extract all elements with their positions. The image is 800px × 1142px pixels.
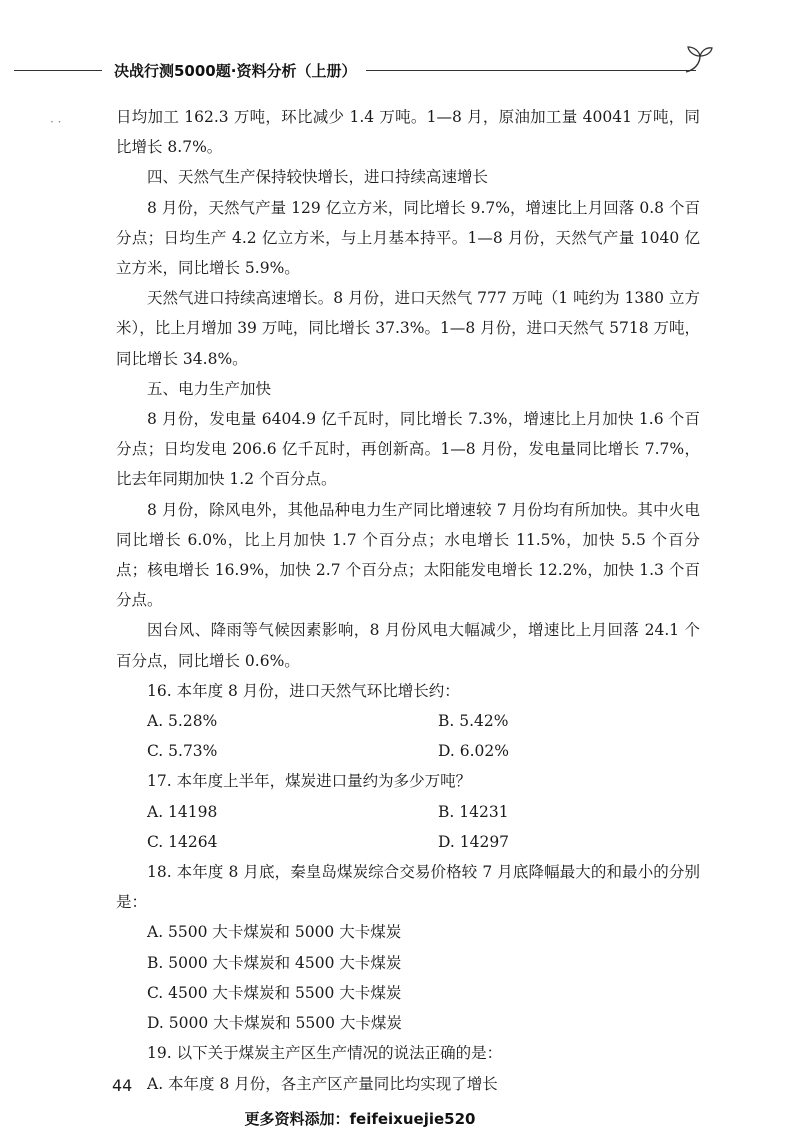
header-rule-right	[366, 70, 696, 71]
paragraph: 8 月份，天然气产量 129 亿立方米，同比增长 9.7%，增速比上月回落 0.8 个百分点；日均生产 4.2 亿立方米，与上月基本持平。1—8 月份，天然气产量 1040 亿立方米，同比增长 5.9%。	[116, 198, 700, 278]
option-a: A. 本年度 8 月份，各主产区产量同比均实现了增长	[147, 1074, 498, 1093]
question-stem: 18. 本年度 8 月底，秦皇岛煤炭综合交易价格较 7 月底降幅最大的和最小的分别是：	[116, 863, 700, 912]
option-a: A. 5500 大卡煤炭和 5000 大卡煤炭	[147, 923, 402, 942]
section-heading: 五、电力生产加快	[147, 379, 272, 398]
paragraph: 天然气进口持续高速增长。8 月份，进口天然气 777 万吨（1 吨约为 1380 立方米），比上月增加 39 万吨，同比增长 37.3%。1—8 月份，进口天然气 5718 万吨，同比增长 34.8%。	[116, 289, 700, 368]
page-number: 44	[112, 1076, 133, 1095]
question-stem: 19. 以下关于煤炭主产区生产情况的说法正确的是：	[147, 1044, 503, 1063]
option-b: B. 5000 大卡煤炭和 4500 大卡煤炭	[147, 953, 402, 972]
option-c: C. 5.73%	[147, 742, 218, 761]
margin-dots: · ·	[50, 115, 62, 129]
option-d: D. 5000 大卡煤炭和 5500 大卡煤炭	[147, 1014, 402, 1033]
question-stem: 17. 本年度上半年，煤炭进口量约为多少万吨？	[147, 772, 472, 791]
option-a: A. 5.28%	[147, 712, 218, 731]
option-d: D. 6.02%	[438, 742, 509, 761]
option-row	[116, 827, 700, 857]
option-row	[116, 797, 700, 827]
option-row	[116, 706, 700, 736]
question-stem: 16. 本年度 8 月份，进口天然气环比增长约：	[147, 681, 460, 700]
running-header	[14, 58, 714, 84]
paragraph: 因台风、降雨等气候因素影响，8 月份风电大幅减少，增速比上月回落 24.1 个百分点，同比增长 0.6%。	[116, 621, 700, 670]
option-c: C. 14264	[147, 832, 218, 851]
header-rule-left	[14, 70, 102, 71]
sprout-icon	[680, 44, 714, 76]
option-b: B. 14231	[438, 802, 509, 821]
paragraph: 8 月份，发电量 6404.9 亿千瓦时，同比增长 7.3%，增速比上月加快 1.6 个百分点；日均发电 206.6 亿千瓦时，再创新高。1—8 月份，发电量同比增长 7.7%，比去年同期加快 1.2 个百分点。	[116, 410, 700, 489]
option-a: A. 14198	[147, 802, 218, 821]
section-heading: 四、天然气生产保持较快增长，进口持续高速增长	[147, 168, 489, 187]
option-d: D. 14297	[438, 832, 510, 851]
footer-note: 更多资料添加：feifeixuejie520	[244, 1110, 476, 1128]
paragraph: 8 月份，除风电外，其他品种电力生产同比增速较 7 月份均有所加快。其中火电同比增长 6.0%，比上月加快 1.7 个百分点；水电增长 11.5%，加快 5.5 个百分点；核电增长 16.9%，加快 2.7 个百分点；太阳能发电增长 12.2%，加快 1.3 个百分点。	[116, 500, 700, 610]
option-row	[116, 736, 700, 766]
option-c: C. 4500 大卡煤炭和 5500 大卡煤炭	[147, 983, 402, 1002]
header-title: 决战行测5000题·资料分析（上册）	[114, 62, 357, 80]
paragraph: 日均加工 162.3 万吨，环比减少 1.4 万吨。1—8 月，原油加工量 40041 万吨，同比增长 8.7%。	[116, 108, 700, 157]
option-b: B. 5.42%	[438, 712, 509, 731]
page-content	[116, 102, 700, 1099]
